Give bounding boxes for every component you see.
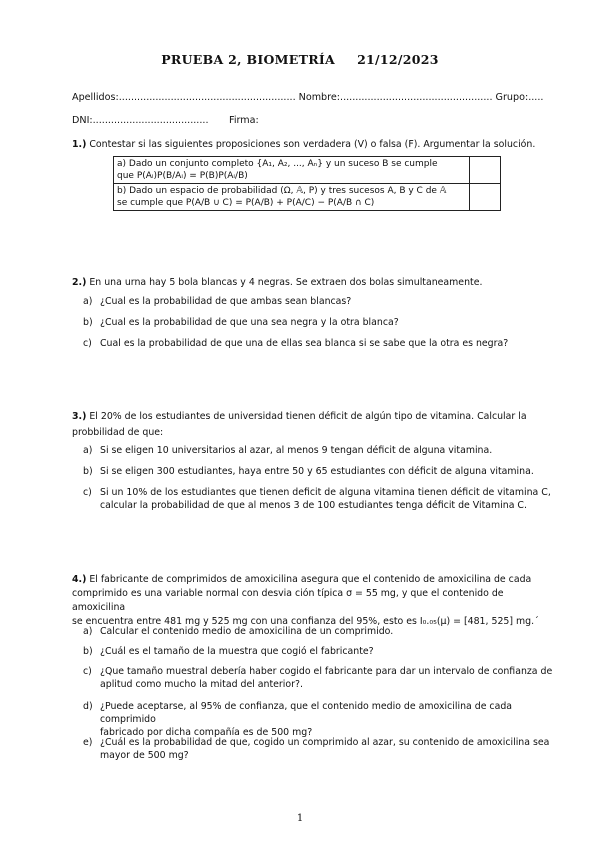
name-fields-line: Apellidos:.......................................................... Nombre:.................................................. Grupo:..... <box>72 92 544 103</box>
item-label: a) <box>83 626 93 637</box>
exam-date: 21/12/2023 <box>357 52 439 67</box>
item-text: Calcular el contenido medio de amoxicilina de un comprimido. <box>100 626 394 637</box>
item-label: d) <box>83 701 93 712</box>
item-text-cont: calcular la probabilidad de que al menos 3 de 100 estudiantes tenga déficit de Vitamina C. <box>100 500 527 511</box>
proposition-cell <box>114 184 470 211</box>
list-item <box>83 736 553 762</box>
item-label: b) <box>83 646 93 657</box>
list-item <box>83 465 553 478</box>
answer-box[interactable] <box>470 184 501 211</box>
list-item <box>83 645 553 658</box>
question-text: Contestar si las siguientes proposiciones son verdadera (V) o falsa (F). Argumentar la solución. <box>89 139 536 150</box>
list-item <box>83 444 553 457</box>
question-text: En una urna hay 5 bola blancas y 4 negras. Se extraen dos bolas simultaneamente. <box>89 277 483 288</box>
item-text: Si un 10% de los estudiantes que tienen deficit de alguna vitamina tienen déficit de vitamina C, <box>100 487 551 498</box>
question-number: 3.) <box>72 411 87 422</box>
item-text-cont: fabricado por dicha compañía es de 500 mg? <box>100 727 313 738</box>
item-label: a) <box>83 445 93 456</box>
list-item <box>83 700 553 739</box>
firma-field: Firma: <box>229 115 259 126</box>
question-number: 4.) <box>72 574 87 585</box>
question-1 <box>72 137 542 153</box>
item-text: ¿Puede aceptarse, al 95% de confianza, que el contenido medio de amoxicilina de cada comprimido <box>100 701 513 725</box>
list-item <box>83 486 553 512</box>
list-item <box>83 295 543 308</box>
item-text-cont: aplitud como mucho la mitad del anterior?. <box>100 679 303 690</box>
list-item <box>83 316 543 329</box>
item-label: b) <box>83 317 93 328</box>
item-label: c) <box>83 487 92 498</box>
proposition-line: a) Dado un conjunto completo {A₁, A₂, ..., Aₙ} y un suceso B se cumple <box>117 159 438 169</box>
proposition-line: que P(Aᵢ)P(B/Aᵢ) = P(B)P(Aᵢ/B) <box>117 171 248 181</box>
item-text-cont: mayor de 500 mg? <box>100 750 189 761</box>
question-number: 2.) <box>72 277 87 288</box>
table-row <box>114 157 501 184</box>
question-3 <box>72 409 544 440</box>
question-text-cont: probbilidad de que: <box>72 426 164 438</box>
item-label: c) <box>83 338 92 349</box>
exam-title: PRUEBA 2, BIOMETRÍA <box>161 52 336 67</box>
item-text: ¿Cuál es la probabilidad de que, cogido un comprimido al azar, su contenido de amoxicilina sea <box>100 737 550 748</box>
question-4 <box>72 573 544 629</box>
list-item <box>83 625 553 638</box>
item-text: Cual es la probabilidad de que una de ellas sea blanca si se sabe que la otra es negra? <box>100 338 509 349</box>
item-label: c) <box>83 666 92 677</box>
item-text: ¿Que tamaño muestral debería haber cogido el fabricante para dar un intervalo de confianza de <box>100 666 553 677</box>
page-title <box>0 52 600 67</box>
true-false-table <box>113 156 501 211</box>
item-text: ¿Cuál es el tamaño de la muestra que cogió el fabricante? <box>100 646 374 657</box>
answer-box[interactable] <box>470 157 501 184</box>
question-text-cont: comprimido es una variable normal con desvia ción típica σ = 55 mg, y que el contenido de amoxicilina <box>72 588 504 613</box>
item-label: e) <box>83 737 93 748</box>
list-item <box>83 337 553 350</box>
question-text: El 20% de los estudiantes de universidad tienen déficit de algún tipo de vitamina. Calcular la <box>89 411 527 422</box>
question-number: 1.) <box>72 139 87 150</box>
item-label: b) <box>83 466 93 477</box>
question-text: El fabricante de comprimidos de amoxicilina asegura que el contenido de amoxicilina de cada <box>89 574 532 585</box>
page-number: 1 <box>296 813 304 824</box>
item-text: ¿Cual es la probabilidad de que una sea negra y la otra blanca? <box>100 317 399 328</box>
proposition-cell <box>114 157 470 184</box>
table-row <box>114 184 501 211</box>
dni-field: DNI:...................................... <box>72 115 209 126</box>
item-text: Si se eligen 10 universitarios al azar, al menos 9 tengan déficit de alguna vitamina. <box>100 445 493 456</box>
item-text: Si se eligen 300 estudiantes, haya entre 50 y 65 estudiantes con déficit de alguna vitamina. <box>100 466 534 477</box>
item-label: a) <box>83 296 93 307</box>
question-2 <box>72 275 542 291</box>
proposition-line: b) Dado un espacio de probabilidad (Ω, 𝔸, P) y tres sucesos A, B y C de 𝔸 <box>117 186 447 196</box>
item-text: ¿Cual es la probabilidad de que ambas sean blancas? <box>100 296 352 307</box>
proposition-line: se cumple que P(A/B ∪ C) = P(A/B) + P(A/C) − P(A/B ∩ C) <box>117 198 375 208</box>
question-text-cont: se encuentra entre 481 mg y 525 mg con una confianza del 95%, esto es I₀.₀₅(μ) = [481, 525] mg.´ <box>72 616 539 627</box>
list-item <box>83 665 553 691</box>
